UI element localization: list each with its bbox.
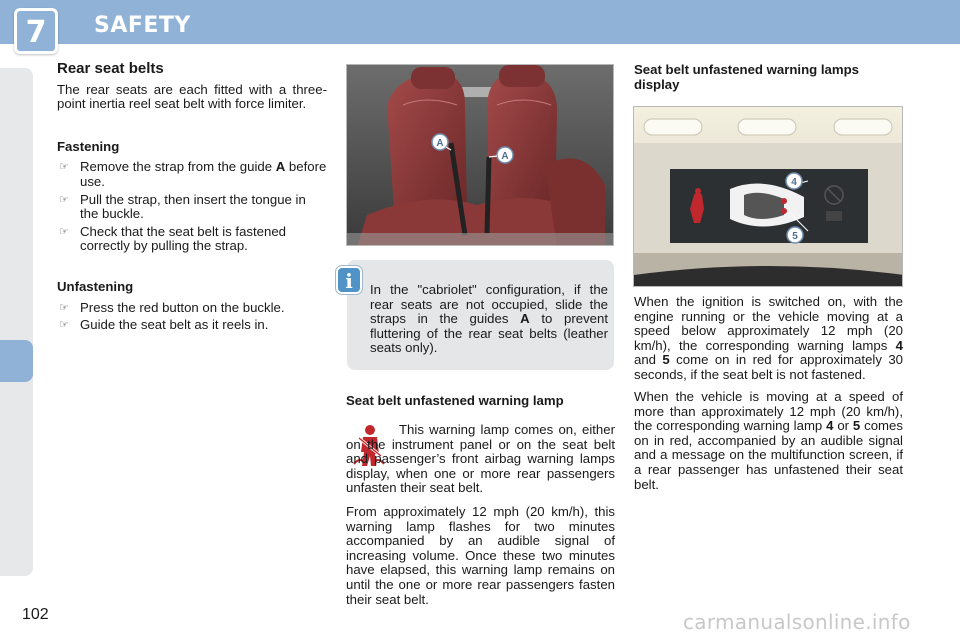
list-item: ☞ Press the red button on the buckle. (59, 299, 285, 315)
list-item: ☞ Remove the strap from the guide A before use. (59, 159, 327, 189)
page-title: SAFETY (94, 13, 191, 38)
info-text: In the "cabriolet" configuration, if the rear seats are not occupied, slide the straps in the guides A to prevent fluttering of the rear seat belts (leather seats only). (370, 282, 608, 356)
info-icon: i (336, 266, 362, 294)
hand-pointer-icon: ☞ (59, 161, 69, 174)
display-heading: Seat belt unfastened warning lamps display (634, 62, 859, 92)
warning-lamps-display-illustration (634, 107, 903, 287)
page-number: 102 (22, 606, 49, 623)
chapter-number: 7 (25, 15, 47, 50)
hand-pointer-icon: ☞ (59, 225, 69, 238)
lamp-label-4: 4 (791, 177, 797, 188)
unfastening-heading: Unfastening (57, 278, 134, 294)
display-paragraph-2: When the vehicle is moving at a speed of more than approximately 12 mph (20 km/h), the corresponding warning lamp 4 or 5 comes on in red, accompanied by an audible signal and a message on the multifunction screen, if a rear passenger has unfastened their seat belt. (634, 389, 903, 492)
warning-display-photo (633, 106, 903, 287)
intro-paragraph: The rear seats are each fitted with a three-point inertia reel seat belt with force limiter. (57, 81, 327, 112)
list-item: ☞ Guide the seat belt as it reels in. (59, 317, 269, 333)
display-paragraph-1: When the ignition is switched on, with the engine running or the vehicle moving at a speed below approximately 12 mph (20 km/h), the corresponding warning lamps 4 and 5 come on in red for approximately 30 seconds, if the seat belt is not fastened. (634, 294, 904, 382)
watermark: carmanualsonline.info (683, 610, 911, 634)
chapter-tab (14, 8, 58, 54)
rear-seats-illustration (347, 65, 614, 246)
lamp-label-5: 5 (792, 231, 798, 242)
list-item: ☞ Pull the strap, then insert the tongue in the buckle. (59, 191, 306, 222)
unfastening-list (57, 301, 327, 333)
side-chapter-marker (0, 340, 33, 382)
hand-pointer-icon: ☞ (59, 301, 69, 314)
lamp-paragraph-2: From approximately 12 mph (20 km/h), this warning lamp flashes for two minutes accompanied by an audible signal of increasing volume. Once these two minutes have elapsed, this warning lamp remains on until the one or more rear passengers fasten their seat belt. (346, 504, 615, 607)
hand-pointer-icon: ☞ (59, 319, 69, 332)
fastening-heading: Fastening (57, 138, 120, 154)
rear-seats-photo (346, 64, 614, 246)
lamp-paragraph-1: This warning lamp comes on, either on the instrument panel or on the seat belt and passenger’s front airbag warning lamps display, when one or more rear passengers unfasten their seat belt. (346, 422, 615, 496)
section-heading: Rear seat belts (57, 60, 164, 77)
hand-pointer-icon: ☞ (59, 193, 69, 206)
list-item: ☞ Check that the seat belt is fastened correctly by pulling the strap. (59, 223, 286, 254)
lamp-heading: Seat belt unfastened warning lamp (346, 393, 564, 408)
guide-label-a: A (436, 138, 444, 149)
side-strip (0, 68, 33, 576)
left-column (57, 62, 327, 336)
fastening-list (57, 160, 327, 254)
guide-label-a: A (501, 151, 509, 162)
